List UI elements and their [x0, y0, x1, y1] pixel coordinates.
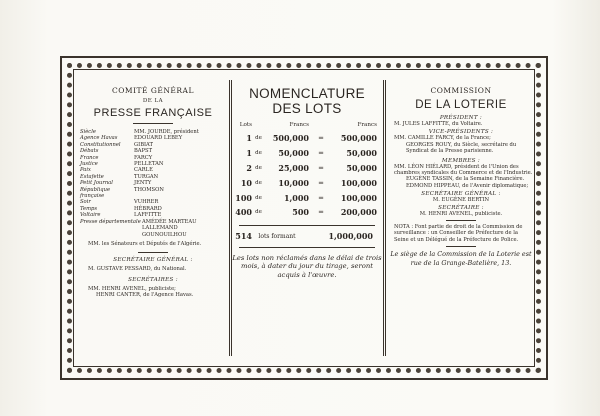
total-rule	[239, 225, 375, 226]
commission-heading-loterie: DE LA LOTERIE	[415, 99, 507, 111]
member-row: Temps HÉBRARD	[80, 205, 162, 212]
commission-heading: COMMISSION	[430, 86, 492, 95]
divider-rule	[138, 252, 168, 253]
divider-rule	[133, 123, 173, 124]
total-value: 1,000,000	[328, 231, 373, 242]
secretary-general-name: M. EUGÈNE BERTIN	[432, 197, 490, 204]
member-row: Agence Havas EDOUARD LEBEY	[80, 135, 183, 142]
divider-rule	[446, 246, 476, 247]
member-row: Presse départementale AMÉDÉE MARTEAU	[80, 218, 197, 225]
commission-seat-note: Le siège de la Commission de la Loterie est rue de la Grange-Batelière, 13.	[390, 250, 532, 267]
unclaimed-lots-note: Les lots non réclamés dans le délai de trois mois, à dater du jour du tirage, seront acquis à l'œuvre.	[232, 253, 382, 280]
lot-row: 1 de 50,000 ═ 50,000	[246, 148, 377, 159]
member-row: GOUNOUILHOU	[142, 231, 187, 238]
committee-heading: COMITÉ GÉNÉRAL	[112, 86, 194, 95]
header-francs-2: Francs	[357, 122, 377, 128]
secretary-1: MM. HENRI AVENEL, publiciste;	[88, 285, 176, 292]
president-label: PRÉSIDENT :	[439, 115, 483, 121]
vice-president-1: MM. CAMILLE FARCY, de la France;	[394, 135, 491, 142]
lot-row: 2 de 25,000 ═ 50,000	[246, 162, 377, 173]
divider-rule	[446, 220, 476, 221]
lottery-commission-column	[388, 80, 534, 356]
secretary-general-label: SECRÉTAIRE GÉNÉRAL :	[113, 257, 193, 264]
secretary-name: M. HENRI AVENEL, publiciste.	[419, 210, 503, 217]
committee-heading-presse: PRESSE FRANÇAISE	[93, 107, 213, 119]
members-list	[80, 129, 226, 238]
member-1: MM. LÉON HIÉLARD, président de l'Union des chambres syndicales du Commerce et de l'Industrie.	[394, 163, 533, 177]
header-lots: Lots	[239, 122, 252, 128]
president-name: M. JULES LAFFITTE, du Voltaire.	[394, 121, 483, 127]
member-row: République française THOMSON	[80, 186, 164, 200]
member-row: Voltaire LAFFITTE	[80, 212, 162, 219]
vice-presidents-label: VICE-PRÉSIDENTS :	[428, 129, 494, 136]
lot-row: 1 de 500,000 ═ 500,000	[246, 133, 377, 144]
lots-table-header	[232, 122, 382, 128]
total-count: 514	[235, 231, 252, 242]
vice-president-2: GEORGES ROUY, du Siècle, secrétaire du Syndicat de la Presse parisienne.	[406, 141, 517, 155]
member-3: EDMOND HIPPEAU, de l'Avenir diplomatique;	[406, 182, 529, 189]
total-label: lots formant	[258, 232, 296, 240]
press-committee-column	[80, 80, 226, 356]
secretary-label: SECRÉTAIRE :	[438, 204, 484, 211]
column-divider-right	[383, 80, 386, 356]
lots-total-row	[232, 229, 382, 244]
lots-title-2: DES LOTS	[272, 101, 342, 116]
member-row: Justice PELLETAN	[80, 161, 164, 168]
lots-table	[232, 131, 382, 220]
member-row: Paix CARLE	[80, 167, 153, 174]
secretary-2: HENRI CANTER, de l'Agence Havas.	[96, 291, 194, 298]
member-row: Soir VUHRER	[80, 199, 159, 206]
member-row: Constitutionnel GIBIAT	[80, 141, 153, 148]
member-row: Estafette TURGAN	[80, 173, 159, 180]
committee-heading-de-la: DE LA	[142, 98, 164, 104]
secretary-general-name: M. GUSTAVE PESSARD, du National.	[88, 266, 187, 273]
member-row: France FARCY	[80, 154, 153, 161]
members-label: MEMBRES :	[441, 157, 481, 164]
member-row: Débats BAPST	[80, 148, 153, 155]
ornamental-border	[60, 56, 548, 380]
lot-row: 10 de 10,000 ═ 100,000	[240, 177, 377, 188]
secretary-general-label: SECRÉTAIRE GÉNÉRAL :	[421, 191, 501, 198]
lot-row: 100 de 1,000 ═ 100,000	[235, 192, 377, 203]
total-rule-bottom	[239, 247, 375, 248]
senators-note: MM. les Sénateurs et Députés de l'Algérie.	[88, 240, 202, 247]
lots-column	[232, 80, 382, 356]
lots-title-1: NOMENCLATURE	[249, 86, 365, 101]
member-row: LALLEMAND	[142, 225, 178, 232]
member-2: EUGÈNE TASSIN, de la Semaine Financière.	[406, 176, 525, 183]
secretaries-label: SECRÉTAIRES :	[128, 276, 178, 283]
lot-row: 400 de 500 ═ 200,000	[235, 207, 377, 218]
member-row: Petit Journal JENTY	[80, 180, 152, 187]
nota-note: NOTA : Font partie de droit de la Commission de surveillance : un Conseiller de Préfecture de la Seine et un Délégué de la Préfecture de Police.	[394, 224, 523, 243]
header-francs-1: Francs	[289, 122, 309, 128]
member-row: Siècle MM. JOURDE, président	[80, 129, 199, 135]
